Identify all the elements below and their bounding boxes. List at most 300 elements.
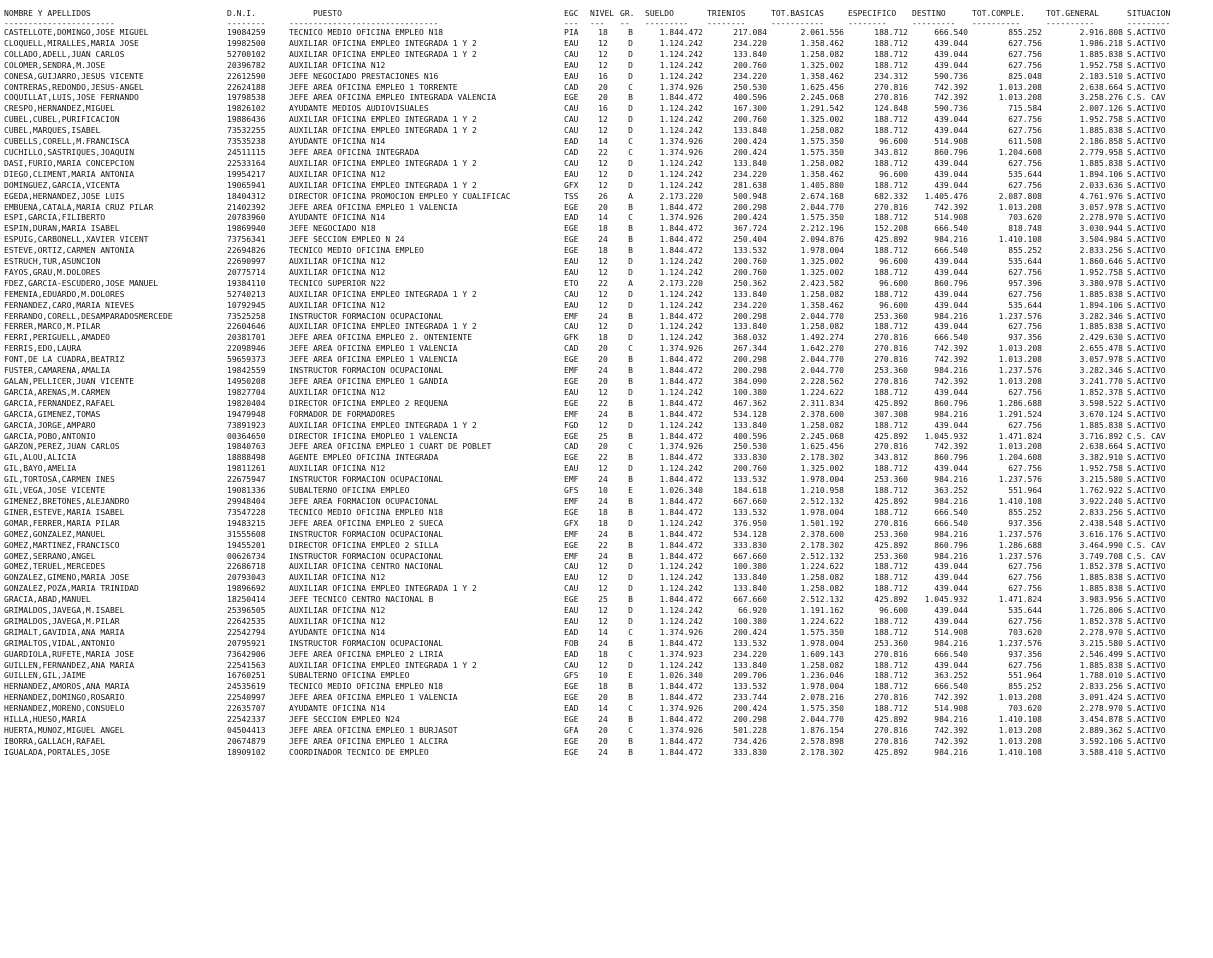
cell-destino: 439.044 [934,180,968,190]
table-row [2,421,1191,432]
cell-dni: 19483215 [227,518,266,528]
cell-tot-basicas: 2.044.770 [800,202,844,212]
cell-tot-general: 2.183.510 [1079,71,1123,81]
cell-especifico: 188.712 [874,420,908,430]
cell-sueldo: 1.844.472 [659,551,703,561]
cell-tot-comple: 1.410.108 [998,496,1042,506]
cell-situacion: S.ACTIVO [1127,60,1166,70]
cell-egc: TSS [564,191,579,201]
cell-tot-general: 1.788.010 [1079,671,1123,681]
cell-especifico: 270.816 [874,377,908,386]
cell-especifico: 188.712 [874,507,908,517]
cell-dni: 22541563 [227,660,266,670]
cell-trienios: 66.920 [738,606,767,616]
cell-trienios: 133.840 [733,660,767,670]
cell-especifico: 270.816 [874,82,908,92]
cell-tot-general: 3.258.276 [1079,93,1123,103]
header-grupo: GR. [620,9,635,18]
cell-especifico: 96.600 [879,137,908,147]
cell-nombre: CUBEL,CUBEL,PURIFICACION [4,115,120,125]
cell-destino: 439.044 [934,322,968,332]
cell-sueldo: 1.844.472 [659,736,703,746]
cell-grupo: D [628,606,633,616]
cell-destino: 439.044 [934,420,968,430]
cell-situacion: S.ACTIVO [1127,180,1166,190]
cell-nivel: 12 [598,60,608,70]
cell-nombre: FDEZ,GARCIA-ESCUDERO,JOSE MANUEL [4,278,159,288]
cell-nombre: HERNANDEZ,MORENO,CONSUELO [4,704,125,714]
cell-especifico: 234.312 [874,71,908,81]
cell-nombre: FEMENIA,EDUARDO,M.DOLORES [4,289,125,299]
cell-grupo: D [628,267,633,277]
cell-especifico: 124.848 [874,104,908,114]
cell-destino: 860.796 [934,453,968,463]
cell-tot-comple: 1.410.108 [998,715,1042,725]
cell-situacion: S.ACTIVO [1127,213,1166,223]
cell-destino: 439.044 [934,584,968,594]
cell-tot-comple: 627.756 [1008,584,1042,594]
cell-situacion: S.ACTIVO [1127,28,1166,37]
cell-puesto: JEFE SECCION EMPLEO N 24 [289,235,405,245]
cell-trienios: 200.760 [733,257,767,267]
cell-trienios: 200.298 [733,355,767,365]
cell-nombre: GRACIA,ABAD,MANUEL [4,595,91,605]
cell-grupo: B [628,398,633,408]
cell-egc: EAU [564,71,579,81]
cell-grupo: D [628,115,633,125]
cell-tot-general: 1.986.218 [1079,38,1123,48]
cell-grupo: B [628,355,633,365]
cell-nombre: COLOMER,SENDRA,M.JOSE [4,60,106,70]
cell-situacion: S.ACTIVO [1127,715,1166,725]
cell-dni: 20674879 [227,736,266,746]
table-row [2,530,1191,541]
cell-egc: CAU [564,126,579,136]
header-underline: ----------------------- -------- ------------------------------- --- --- -- --------- -------- ----------- -------- --------- ---------- ---------- --------- [4,20,1171,28]
cell-tot-basicas: 2.178.302 [800,540,844,550]
cell-nivel: 20 [598,726,608,735]
cell-especifico: 425.892 [874,715,908,725]
table-row [2,541,1191,552]
cell-grupo: B [628,529,633,539]
cell-destino: 742.392 [934,442,968,452]
cell-trienios: 200.298 [733,366,767,376]
cell-puesto: JEFE AREA OFICINA EMPLEO 1 ALCIRA [289,736,448,746]
cell-tot-basicas: 1.358.462 [800,169,844,179]
cell-nombre: ESPUIG,CARBONELL,XAVIER VICENT [4,235,149,245]
cell-tot-basicas: 1.978.004 [800,507,844,517]
cell-especifico: 188.712 [874,49,908,59]
cell-egc: GFX [564,180,579,190]
cell-puesto: AYUDANTE MEDIOS AUDIOVISUALES [289,104,429,114]
cell-dni: 19081336 [227,486,266,496]
cell-situacion: S.ACTIVO [1127,104,1166,114]
cell-nombre: GUILLEN,FERNANDEZ,ANA MARIA [4,660,135,670]
header-tot-general: TOT.GENERAL [1046,9,1099,18]
cell-situacion: S.ACTIVO [1127,387,1166,397]
cell-especifico: 96.600 [879,278,908,288]
cell-tot-basicas: 1.405.880 [800,180,844,190]
table-row [2,650,1191,661]
cell-sueldo: 1.374.926 [659,213,703,223]
cell-egc: EMF [564,409,579,419]
cell-nombre: GRIMALDOS,JAVEGA,M.PILAR [4,616,120,626]
cell-trienios: 184.618 [733,486,767,496]
cell-sueldo: 1.844.472 [659,540,703,550]
cell-nombre: HUERTA,MUNOZ,MIGUEL ANGEL [4,726,125,735]
payroll-table [2,8,1191,759]
cell-tot-general: 2.546.499 [1079,649,1123,659]
cell-grupo: D [628,169,633,179]
cell-situacion: S.ACTIVO [1127,126,1166,136]
cell-tot-basicas: 1.575.350 [800,627,844,637]
cell-egc: EMF [564,529,579,539]
cell-destino: 590.736 [934,71,968,81]
table-row [2,93,1191,104]
cell-dni: 22540997 [227,693,266,703]
cell-tot-general: 1.952.758 [1079,60,1123,70]
cell-egc: CAD [564,82,579,92]
cell-tot-basicas: 1.575.350 [800,147,844,157]
cell-trienios: 250.530 [733,442,767,452]
cell-especifico: 96.600 [879,300,908,310]
cell-sueldo: 1.374.926 [659,147,703,157]
cell-sueldo: 1.124.242 [659,660,703,670]
table-row [2,83,1191,94]
cell-nivel: 18 [598,28,608,37]
cell-trienios: 368.032 [733,333,767,343]
cell-destino: 439.044 [934,126,968,136]
cell-situacion: S.ACTIVO [1127,246,1166,256]
cell-tot-general: 1.952.758 [1079,115,1123,125]
cell-sueldo: 1.124.242 [659,322,703,332]
cell-tot-general: 3.588.410 [1079,747,1123,757]
cell-especifico: 343.812 [874,453,908,463]
cell-sueldo: 1.124.242 [659,300,703,310]
cell-situacion: S.ACTIVO [1127,562,1166,572]
cell-tot-general: 3.749.708 [1079,551,1123,561]
cell-destino: 514.908 [934,137,968,147]
cell-destino: 439.044 [934,606,968,616]
cell-especifico: 425.892 [874,595,908,605]
cell-trienios: 534.128 [733,409,767,419]
cell-grupo: C [628,442,633,452]
cell-destino: 742.392 [934,726,968,735]
cell-especifico: 425.892 [874,431,908,441]
table-row [2,399,1191,410]
cell-tot-general: 3.030.944 [1079,224,1123,234]
cell-destino: 742.392 [934,82,968,92]
cell-puesto: DIRECTOR OFICINA EMPLEO 2 SILLA [289,540,439,550]
cell-puesto: JEFE AREA OFICINA EMPLEO 1 BURJASOT [289,726,458,735]
cell-nivel: 12 [598,38,608,48]
header-puesto: PUESTO [313,9,342,18]
cell-grupo: B [628,507,633,517]
cell-nombre: DOMINGUEZ,GARCIA,VICENTA [4,180,120,190]
cell-sueldo: 1.844.472 [659,246,703,256]
table-row [2,432,1191,443]
table-row [2,366,1191,377]
cell-puesto: AUXILIAR OFICINA EMPLEO INTEGRADA 1 Y 2 [289,289,477,299]
cell-dni: 10792945 [227,300,266,310]
cell-tot-general: 3.670.124 [1079,409,1123,419]
cell-especifico: 425.892 [874,496,908,506]
cell-especifico: 425.892 [874,540,908,550]
cell-nivel: 16 [598,104,608,114]
cell-grupo: D [628,387,633,397]
cell-puesto: TECNICO MEDIO OFICINA EMPLEO N18 [289,507,444,517]
cell-dni: 18888498 [227,453,266,463]
cell-tot-basicas: 1.236.046 [800,671,844,681]
cell-situacion: S.ACTIVO [1127,333,1166,343]
cell-tot-comple: 627.756 [1008,60,1042,70]
cell-tot-basicas: 1.224.622 [800,616,844,626]
cell-tot-general: 2.429.630 [1079,333,1123,343]
cell-grupo: B [628,202,633,212]
cell-destino: 742.392 [934,93,968,103]
cell-destino: 514.908 [934,627,968,637]
cell-trienios: 734.426 [733,736,767,746]
cell-grupo: D [628,257,633,267]
cell-nivel: 20 [598,377,608,386]
cell-tot-basicas: 2.178.302 [800,747,844,757]
cell-sueldo: 1.026.340 [659,671,703,681]
cell-grupo: B [628,551,633,561]
cell-nombre: FAYOS,GRAU,M.DOLORES [4,267,101,277]
cell-tot-comple: 1.410.108 [998,235,1042,245]
cell-destino: 984.216 [934,638,968,648]
cell-nombre: GARCIA,JORGE,AMPARO [4,420,96,430]
table-row [2,497,1191,508]
cell-puesto: DIRECTOR IFICINA EMOPLEO 1 VALENCIA [289,431,458,441]
cell-puesto: AUXILIAR OFICINA N12 [289,606,386,616]
cell-puesto: JEFE AREA OFICINA EMPLEO 2 SUECA [289,518,444,528]
cell-destino: 984.216 [934,311,968,321]
cell-grupo: D [628,518,633,528]
cell-puesto: JEFE AREA OFICINA EMPLEO 1 VALENCIA [289,202,458,212]
cell-sueldo: 1.374.926 [659,442,703,452]
table-row [2,301,1191,312]
table-row [2,257,1191,268]
cell-especifico: 270.816 [874,693,908,703]
cell-grupo: C [628,649,633,659]
cell-nivel: 12 [598,169,608,179]
cell-tot-general: 3.057.978 [1079,355,1123,365]
cell-nombre: GIL,BAYO,AMELIA [4,464,77,474]
cell-destino: 439.044 [934,616,968,626]
cell-nombre: GINER,ESTEVE,MARIA ISABEL [4,507,125,517]
cell-dni: 24511115 [227,147,266,157]
cell-tot-comple: 627.756 [1008,322,1042,332]
cell-egc: EAU [564,267,579,277]
cell-puesto: AYUDANTE OFICINA N14 [289,627,386,637]
cell-tot-general: 3.616.176 [1079,529,1123,539]
cell-puesto: AUXILIAR OFICINA N12 [289,464,386,474]
cell-egc: EAU [564,38,579,48]
cell-dni: 73756341 [227,235,266,245]
cell-tot-general: 1.885.838 [1079,420,1123,430]
cell-puesto: AUXILIAR OFICINA EMPLEO INTEGRADA 1 Y 2 [289,126,477,136]
cell-tot-comple: 1.237.576 [998,638,1042,648]
cell-destino: 514.908 [934,213,968,223]
cell-nivel: 24 [598,529,608,539]
cell-puesto: DIRECTOR OFICINA EMPLEO 2 REQUENA [289,398,448,408]
cell-grupo: B [628,747,633,757]
table-row [2,159,1191,170]
table-row [2,213,1191,224]
cell-tot-comple: 855.252 [1008,28,1042,37]
cell-sueldo: 1.124.242 [659,387,703,397]
table-row [2,388,1191,399]
cell-dni: 73891923 [227,420,266,430]
cell-dni: 22533164 [227,158,266,168]
cell-puesto: AUXILIAR OFICINA N12 [289,60,386,70]
cell-nombre: GOMEZ,GONZALEZ,MANUEL [4,529,106,539]
cell-tot-basicas: 2.061.556 [800,28,844,37]
cell-trienios: 400.596 [733,431,767,441]
cell-dni: 19384110 [227,278,266,288]
cell-tot-general: 1.894.106 [1079,169,1123,179]
cell-grupo: B [628,366,633,376]
cell-situacion: S.ACTIVO [1127,627,1166,637]
cell-sueldo: 1.844.472 [659,377,703,386]
cell-tot-general: 4.761.976 [1079,191,1123,201]
cell-tot-basicas: 1.642.270 [800,344,844,354]
cell-trienios: 200.298 [733,715,767,725]
cell-tot-basicas: 1.492.274 [800,333,844,343]
cell-tot-comple: 535.644 [1008,606,1042,616]
cell-egc: EGE [564,453,579,463]
cell-nivel: 10 [598,486,608,496]
cell-dni: 22686718 [227,562,266,572]
cell-trienios: 133.532 [733,638,767,648]
cell-egc: CAU [564,322,579,332]
cell-tot-basicas: 2.578.898 [800,736,844,746]
cell-egc: EGE [564,235,579,245]
cell-tot-basicas: 1.258.082 [800,158,844,168]
cell-puesto: JEFE AREA OFICINA EMPLEO 1 GANDIA [289,377,448,386]
cell-egc: EGE [564,246,579,256]
cell-puesto: AUXILIAR OFICINA EMPLEO INTEGRADA 1 Y 2 [289,660,477,670]
cell-tot-basicas: 1.325.002 [800,60,844,70]
cell-egc: EAU [564,300,579,310]
cell-destino: 666.540 [934,28,968,37]
header-destino: DESTINO [912,9,946,18]
cell-puesto: AYUDANTE OFICINA N14 [289,213,386,223]
cell-grupo: B [628,682,633,692]
cell-nombre: ESPI,GARCIA,FILIBERTO [4,213,106,223]
cell-sueldo: 2.173.220 [659,191,703,201]
cell-tot-comple: 1.204.608 [998,453,1042,463]
cell-nivel: 12 [598,573,608,583]
cell-destino: 742.392 [934,736,968,746]
cell-tot-basicas: 1.224.622 [800,387,844,397]
cell-nivel: 20 [598,344,608,354]
cell-trienios: 200.760 [733,115,767,125]
cell-destino: 439.044 [934,573,968,583]
cell-situacion: S.ACTIVO [1127,322,1166,332]
cell-nivel: 26 [598,191,608,201]
cell-tot-basicas: 1.258.082 [800,49,844,59]
cell-puesto: DIRECTOR OFICINA PROMOCION EMPLEO Y CUALIFICAC [289,191,511,201]
cell-dni: 22694826 [227,246,266,256]
table-row [2,584,1191,595]
cell-tot-general: 3.091.424 [1079,693,1123,703]
cell-tot-basicas: 1.978.004 [800,638,844,648]
cell-tot-comple: 627.756 [1008,387,1042,397]
cell-destino: 742.392 [934,377,968,386]
cell-egc: EGE [564,202,579,212]
cell-sueldo: 1.374.926 [659,627,703,637]
cell-egc: EGE [564,431,579,441]
cell-nivel: 18 [598,507,608,517]
table-row [2,126,1191,137]
cell-nombre: GARCIA,GIMENEZ,TOMAS [4,409,101,419]
cell-sueldo: 1.844.472 [659,398,703,408]
cell-nombre: FERRIS,EDO,LAURA [4,344,82,354]
cell-sueldo: 1.124.242 [659,104,703,114]
cell-nivel: 20 [598,93,608,103]
cell-destino: 984.216 [934,475,968,485]
table-row [2,148,1191,159]
cell-tot-basicas: 1.978.004 [800,682,844,692]
cell-situacion: S.ACTIVO [1127,649,1166,659]
cell-tot-basicas: 2.178.302 [800,453,844,463]
header-nombre: NOMBRE Y APELLIDOS [4,9,91,18]
cell-grupo: D [628,60,633,70]
cell-situacion: S.ACTIVO [1127,224,1166,234]
cell-sueldo: 2.173.220 [659,278,703,288]
cell-tot-basicas: 1.575.350 [800,213,844,223]
cell-destino: 860.796 [934,147,968,157]
cell-destino: 984.216 [934,409,968,419]
cell-tot-basicas: 2.311.834 [800,398,844,408]
cell-tot-basicas: 1.575.350 [800,137,844,147]
cell-nombre: GOMEZ,TERUEL,MERCEDES [4,562,106,572]
cell-destino: 1.045.932 [924,431,968,441]
cell-puesto: AYUDANTE OFICINA N14 [289,137,386,147]
table-row [2,104,1191,115]
cell-destino: 363.252 [934,671,968,681]
cell-sueldo: 1.844.472 [659,235,703,245]
cell-especifico: 188.712 [874,28,908,37]
cell-tot-basicas: 2.228.562 [800,377,844,386]
cell-dni: 21402392 [227,202,266,212]
cell-sueldo: 1.124.242 [659,606,703,616]
cell-sueldo: 1.844.472 [659,529,703,539]
cell-tot-general: 3.592.106 [1079,736,1123,746]
cell-sueldo: 1.124.242 [659,573,703,583]
cell-grupo: B [628,28,633,37]
cell-tot-basicas: 2.044.770 [800,355,844,365]
cell-sueldo: 1.026.340 [659,486,703,496]
cell-dni: 20396782 [227,60,266,70]
cell-destino: 439.044 [934,49,968,59]
cell-nombre: CASTELLOTE,DOMINGO,JOSE MIGUEL [4,28,149,37]
cell-trienios: 133.840 [733,289,767,299]
cell-especifico: 253.360 [874,551,908,561]
cell-grupo: A [628,191,633,201]
cell-situacion: S.ACTIVO [1127,486,1166,496]
cell-situacion: S.ACTIVO [1127,453,1166,463]
table-row [2,333,1191,344]
cell-tot-general: 3.922.240 [1079,496,1123,506]
cell-dni: 14950208 [227,377,266,386]
cell-egc: GFA [564,726,579,735]
cell-especifico: 425.892 [874,747,908,757]
cell-nivel: 12 [598,616,608,626]
cell-puesto: AUXILIAR OFICINA EMPLEO INTEGRADA 1 Y 2 [289,420,477,430]
